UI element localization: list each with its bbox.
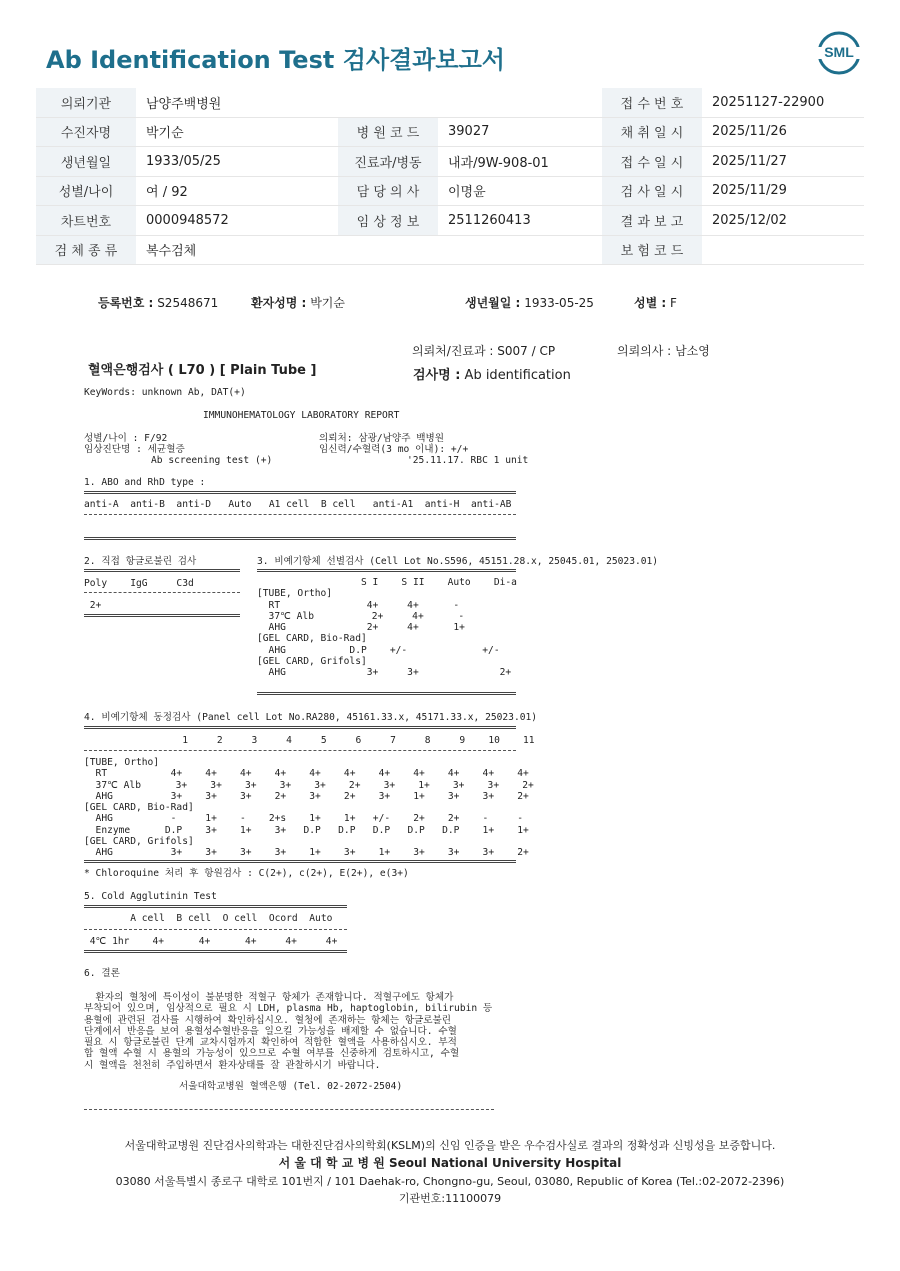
- patient-name: 환자성명 : 박기순: [251, 296, 345, 310]
- section-3-title: 3. 비예기항체 선별검사 (Cell Lot No.S596, 45151.28.x, 25045.01, 25023.01): [257, 556, 659, 567]
- sml-logo: [816, 30, 862, 76]
- info-value: 내과/9W-908-01: [438, 147, 602, 177]
- divider: [257, 569, 516, 572]
- info-value: 복수검체: [136, 235, 602, 265]
- divider: [257, 692, 516, 695]
- diagnosis: 임상진단명 : 세균혈증: [84, 444, 185, 455]
- hospital-address: 03080 서울특별시 종로구 대학로 101번지 / 101 Daehak-ro, Chongno-gu, Seoul, 03080, Republic of Korea (Tel.:02-2072-2396): [115, 1175, 785, 1188]
- conclusion-line: 필요 시 항글로불린 단계 교차시험까지 확인하여 적합한 혈액을 사용하십시오. 부적: [84, 1037, 457, 1049]
- transfusion-history: '25.11.17. RBC 1 unit: [407, 455, 529, 466]
- logo-text: SML: [824, 44, 854, 60]
- dat-header: Poly IgG C3d: [84, 578, 194, 589]
- cold-agglutinin-row: 4℃ 1hr 4+ 4+ 4+ 4+ 4+: [84, 936, 338, 947]
- hospital-name: 서 울 대 학 교 병 원 Seoul National University Hospital: [278, 1156, 622, 1170]
- info-label: 차트번호: [36, 206, 136, 236]
- info-value: 박기순: [136, 117, 338, 147]
- report-title: Ab Identification Test 검사결과보고서: [46, 46, 505, 74]
- pregnancy-transfusion: 임신력/수혈력(3 mo 이내): +/+: [319, 444, 469, 455]
- info-value: 남양주백병원: [136, 88, 602, 117]
- info-label: 병 원 코 드: [338, 117, 438, 147]
- divider: [84, 929, 347, 930]
- divider: [84, 726, 516, 729]
- info-value: 2025/11/26: [702, 117, 864, 147]
- info-value: 20251127-22900: [702, 88, 864, 117]
- info-label: 검 사 일 시: [602, 176, 702, 206]
- patient-info-table: [36, 88, 864, 265]
- divider: [84, 614, 240, 617]
- info-label: 진료과/병동: [338, 147, 438, 177]
- conclusion-line: 부착되어 있으며, 임상적으로 필요 시 LDH, plasma Hb, haptoglobin, bilirubin 등: [84, 1003, 493, 1015]
- divider: [84, 514, 516, 515]
- info-value: 2025/11/29: [702, 176, 864, 206]
- info-row: [36, 206, 864, 236]
- divider: [84, 1109, 494, 1110]
- abo-header: anti-A anti-B anti-D Auto A1 cell B cell anti-A1 anti-H anti-AB: [84, 499, 512, 510]
- info-value: 1933/05/25: [136, 147, 338, 177]
- info-label: 성별/나이: [36, 176, 136, 206]
- divider: [84, 860, 516, 863]
- info-value: 2511260413: [438, 206, 602, 236]
- referring-doctor: 의뢰의사 : 남소영: [617, 344, 710, 358]
- info-value: 2025/11/27: [702, 147, 864, 177]
- conclusion-line: 시 혈액을 천천히 주입하면서 환자상태를 잘 관찰하시기 바랍니다.: [84, 1059, 381, 1071]
- info-row: [36, 88, 864, 117]
- cold-agglutinin-header: A cell B cell O cell Ocord Auto: [84, 913, 333, 924]
- referral: 의뢰처: 삼광/남양주 백병원: [319, 433, 445, 444]
- lab-signature: 서울대학교병원 혈액은행 (Tel. 02-2072-2504): [179, 1081, 403, 1092]
- certification-note: 서울대학교병원 진단검사의학과는 대한진단검사의학회(KSLM)의 신임 인증을 받은 우수검사실로 결과의 정확성과 신빙성을 보증합니다.: [124, 1139, 776, 1152]
- exam-title: 혈액은행검사 ( L70 ) [ Plain Tube ]: [88, 363, 317, 378]
- info-label: 담 당 의 사: [338, 176, 438, 206]
- sex-age: 성별/나이 : F/92: [84, 433, 168, 444]
- info-label: 접 수 일 시: [602, 147, 702, 177]
- info-value: 2025/12/02: [702, 206, 864, 236]
- department: 의뢰처/진료과 : S007 / CP: [412, 344, 556, 358]
- registration-no: 등록번호 : S2548671: [98, 296, 219, 310]
- info-value: [702, 235, 864, 265]
- info-label: 결 과 보 고: [602, 206, 702, 236]
- sex: 성별 : F: [634, 296, 677, 310]
- dat-poly-value: 2+: [84, 600, 102, 611]
- divider: [84, 491, 516, 494]
- info-label: 수진자명: [36, 117, 136, 147]
- screening-table: S I S II Auto Di-a [TUBE, Ortho] RT 4+ 4+ - 37℃ Alb 2+ 4+ - AHG 2+ 4+ 1+ [GEL CARD, Bio-Rad] AHG D.P +/- +/- [GEL CARD, Grifols] AHG 3+ 3+ 2+: [257, 577, 517, 679]
- section-1-title: 1. ABO and RhD type :: [84, 477, 206, 488]
- info-value: 여 / 92: [136, 176, 338, 206]
- conclusion-line: 단계에서 반응을 보여 용혈성수혈반응을 일으킬 가능성을 배제할 수 없습니다. 수혈: [84, 1025, 457, 1037]
- chloroquine-note: * Chloroquine 처리 후 항원검사 : C(2+), c(2+), E(2+), e(3+): [84, 868, 409, 879]
- divider: [84, 537, 516, 540]
- section-4-title: 4. 비예기항체 동정검사 (Panel cell Lot No.RA280, 45161.33.x, 45171.33.x, 25023.01): [84, 712, 538, 723]
- conclusion-line: 합 혈액 수혈 시 용혈의 가능성이 있으므로 수혈 여부를 신중하게 검토하시고, 수혈: [84, 1048, 460, 1060]
- divider: [84, 905, 347, 908]
- keywords: KeyWords: unknown Ab, DAT(+): [84, 387, 246, 398]
- info-label: 보 험 코 드: [602, 235, 702, 265]
- section-5-title: 5. Cold Agglutinin Test: [84, 891, 217, 902]
- divider: [84, 750, 516, 751]
- panel-header: 1 2 3 4 5 6 7 8 9 10 11: [84, 735, 535, 746]
- divider: [84, 592, 240, 593]
- divider: [84, 950, 347, 953]
- organization-number: 기관번호:11100079: [398, 1192, 502, 1205]
- info-value: 이명윤: [438, 176, 602, 206]
- info-label: 검 체 종 류: [36, 235, 136, 265]
- info-row: [36, 147, 864, 177]
- section-6-title: 6. 결론: [84, 968, 120, 979]
- info-row: [36, 117, 864, 147]
- conclusion-line: 환자의 혈청에 특이성이 불분명한 적혈구 항체가 존재합니다. 적혈구에도 항체가: [84, 992, 454, 1003]
- info-label: 임 상 정 보: [338, 206, 438, 236]
- info-label: 접 수 번 호: [602, 88, 702, 117]
- info-label: 채 취 일 시: [602, 117, 702, 147]
- lab-report-title: IMMUNOHEMATOLOGY LABORATORY REPORT: [203, 410, 400, 421]
- info-value: 39027: [438, 117, 602, 147]
- info-label: 의뢰기관: [36, 88, 136, 117]
- info-row: [36, 235, 864, 265]
- divider: [84, 569, 240, 572]
- info-value: 0000948572: [136, 206, 338, 236]
- conclusion-line: 용혈에 관련된 검사를 시행하여 확인하십시오. 혈청에 존재하는 항체는 항글로불린: [84, 1014, 452, 1026]
- patient-info-body: [36, 88, 864, 265]
- conclusion-text: [84, 992, 492, 1071]
- test-name: 검사명 : Ab identification: [413, 368, 571, 383]
- birth-date: 생년월일 : 1933-05-25: [465, 296, 594, 310]
- info-row: [36, 176, 864, 206]
- section-2-title: 2. 직접 항글로불린 검사: [84, 556, 197, 567]
- info-label: 생년월일: [36, 147, 136, 177]
- panel-table: [TUBE, Ortho] RT 4+ 4+ 4+ 4+ 4+ 4+ 4+ 4+ 4+ 4+ 4+ 37℃ Alb 3+ 3+ 3+ 3+ 3+ 2+ 3+ 1+ 3+ 3+ 2+ AHG 3+ 3+ 3+ 2+ 3+ 2+ 3+ 1+ 3+ 3+ 2+ [GEL CARD, Bio-Rad] AHG - 1+ - 2+s 1+ 1+ +/- 2+ 2+ - - Enzyme D.P 3+ 1+ 3+ D.P D.P D.P D.P D.P 1+ 1+ [GEL CARD, Grifols] AHG 3+ 3+ 3+ 3+ 1+ 3+ 1+ 3+ 3+ 3+ 2+: [84, 757, 534, 859]
- screening-result: Ab screening test (+): [151, 455, 273, 466]
